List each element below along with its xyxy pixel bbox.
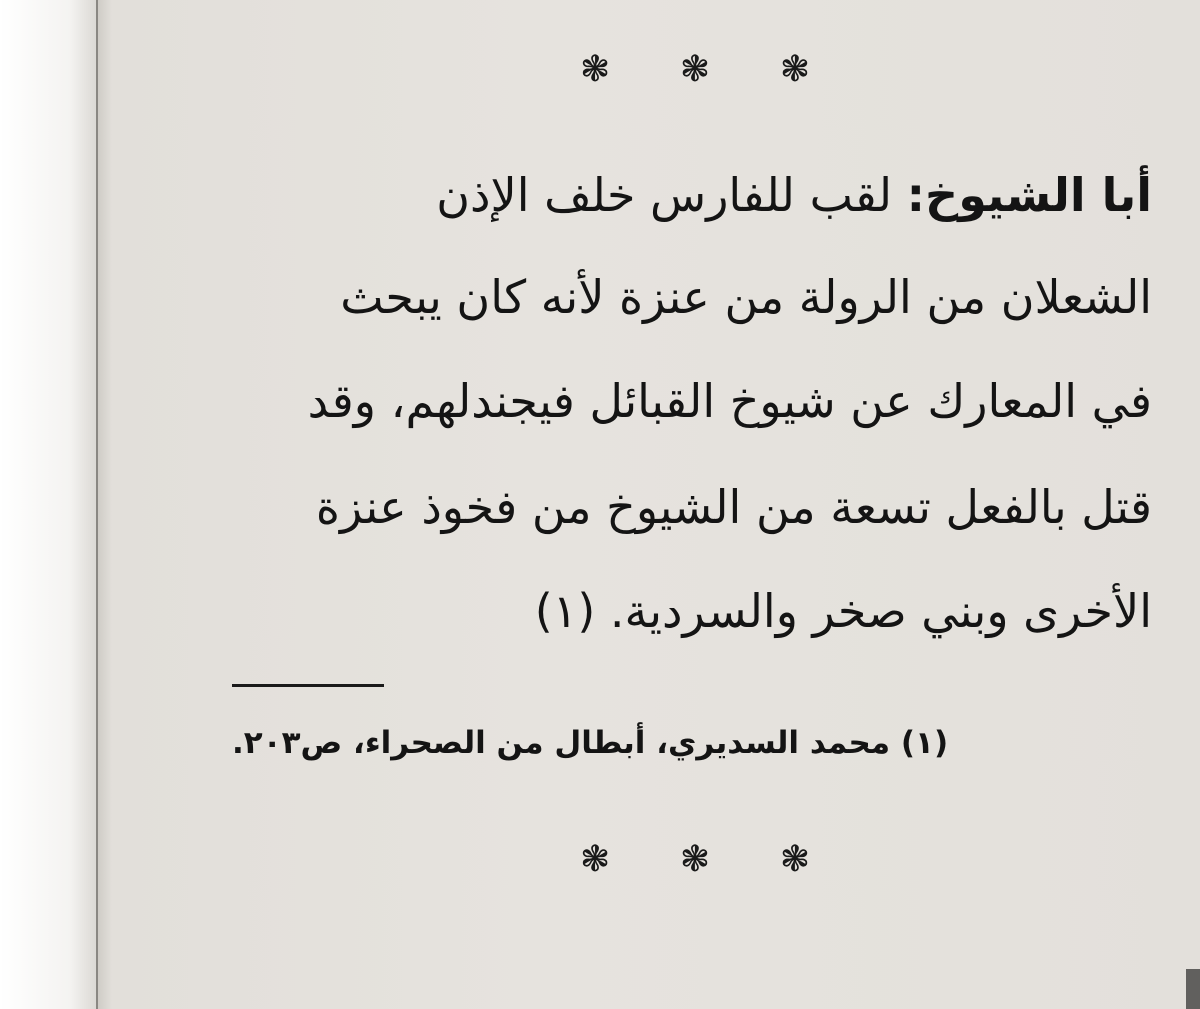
- entry-line-text: لقب للفارس خلف الإذن: [436, 168, 893, 222]
- asterism-icon: ❃: [679, 839, 711, 880]
- adjacent-page: [0, 0, 100, 1009]
- entry-line-4: قتل بالفعل تسعة من الشيوخ من فخوذ عنزة: [315, 480, 1152, 534]
- footnote: (١) محمد السديري، أبطال من الصحراء، ص٢٠٣.: [232, 725, 949, 761]
- entry-line-1: [436, 168, 1152, 222]
- entry-line-5: الأخرى وبني صخر والسردية. (١): [534, 584, 1152, 638]
- entry-line-3: في المعارك عن شيوخ القبائل فيجندلهم، وقد: [307, 374, 1152, 428]
- asterism-icon: ❃: [580, 49, 611, 90]
- entry-term: أبا الشيوخ:: [906, 168, 1152, 222]
- entry-line-2: الشعلان من الرولة من عنزة لأنه كان يبحث: [340, 270, 1152, 324]
- asterism-icon: ❃: [779, 49, 810, 90]
- asterism-icon: ❃: [779, 839, 810, 880]
- top-ornament: [580, 49, 810, 90]
- page-corner: [1186, 969, 1200, 1009]
- asterism-icon: ❃: [580, 839, 611, 880]
- bottom-ornament: [580, 839, 810, 880]
- footnote-separator: [232, 684, 384, 687]
- asterism-icon: ❃: [679, 49, 711, 90]
